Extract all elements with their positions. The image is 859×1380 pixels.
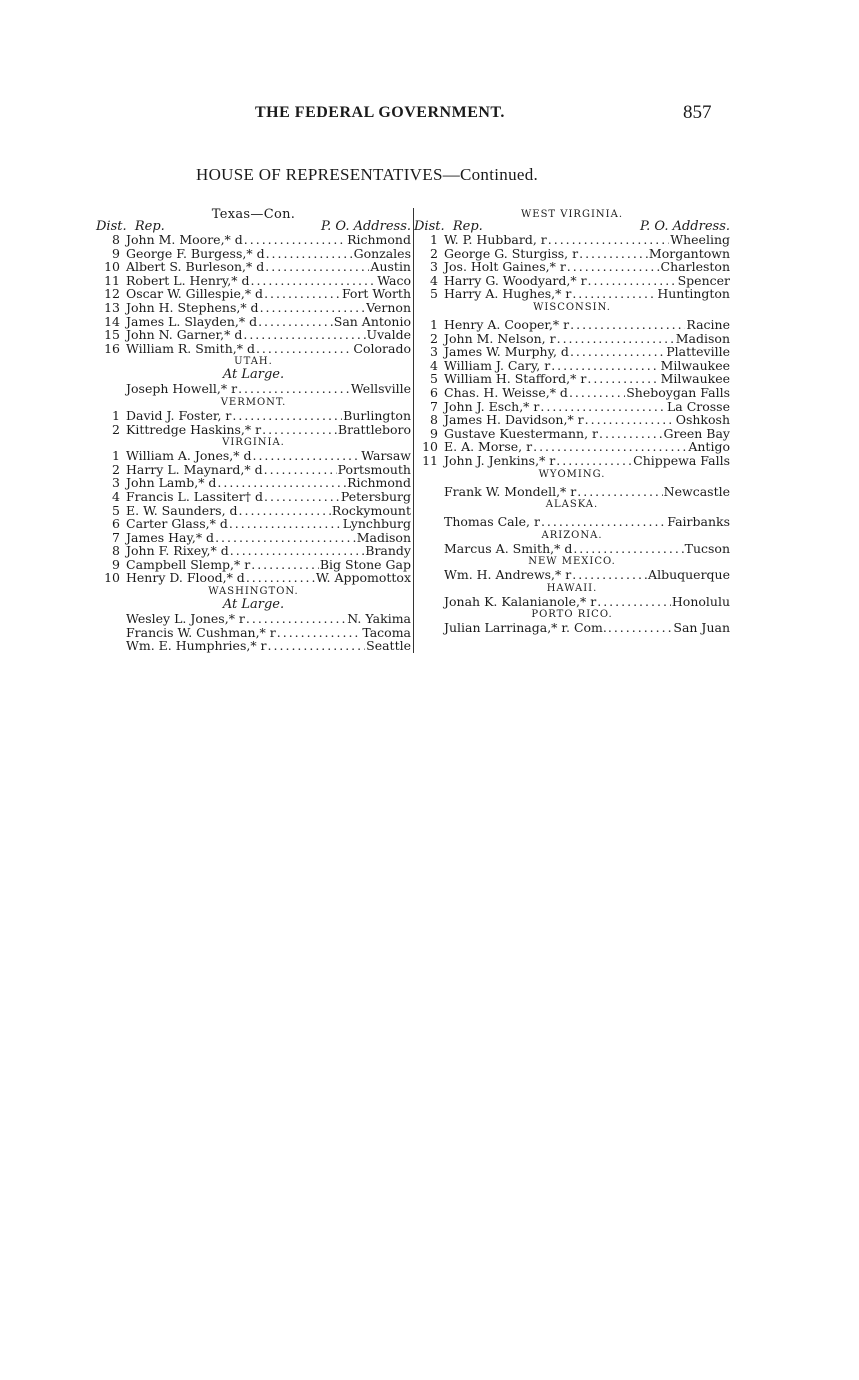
representative-row — [414, 318, 730, 332]
dot-leader — [246, 571, 315, 585]
district-number: 3 — [112, 475, 120, 491]
district-number: 2 — [430, 330, 438, 346]
representative-row — [96, 409, 411, 423]
post-office-address: Sheboygan Falls — [626, 384, 730, 400]
representative-row — [96, 571, 411, 585]
post-office-address: Wheeling — [670, 232, 730, 247]
representative-row — [414, 568, 730, 582]
representative-row — [414, 345, 730, 359]
post-office-address: Warsaw — [361, 448, 411, 464]
list-alaska — [414, 515, 730, 529]
dot-leader — [277, 626, 362, 640]
district-number: 16 — [104, 340, 120, 356]
dot-leader — [215, 531, 356, 545]
district-number: 10 — [104, 259, 120, 275]
district-number: 6 — [112, 516, 120, 532]
dot-leader — [548, 233, 670, 247]
representative-row — [414, 386, 730, 400]
list-texas — [96, 233, 411, 355]
post-office-address: W. Appomottox — [315, 570, 411, 586]
right-column — [414, 208, 730, 635]
representative-name: John M. Moore,* d — [126, 232, 243, 247]
district-number: 11 — [104, 272, 120, 288]
dot-leader — [572, 287, 656, 301]
list-arizona — [414, 542, 730, 556]
post-office-address: Gonzales — [353, 245, 411, 261]
district-number: 3 — [430, 344, 438, 360]
representative-row — [414, 400, 730, 414]
representative-name: William A. Jones,* d — [126, 448, 252, 464]
address-label: P. O. Address. — [321, 219, 411, 234]
list-porto-rico — [414, 621, 730, 635]
dot-leader — [577, 485, 662, 499]
dot-leader — [243, 328, 365, 342]
state-heading-utah: UTAH. — [234, 356, 273, 368]
dot-leader — [266, 247, 353, 261]
representative-row — [414, 621, 730, 635]
representative-name: E. A. Morse, r — [444, 439, 533, 455]
dot-leader — [244, 233, 346, 247]
dot-leader — [533, 440, 687, 454]
district-number: 6 — [430, 384, 438, 400]
dot-leader — [256, 342, 352, 356]
representative-row — [96, 531, 411, 545]
page-number: 857 — [683, 102, 712, 123]
post-office-address: Rockymount — [331, 502, 411, 518]
representative-name: Thomas Cale, r — [444, 514, 540, 530]
representative-name: Jonah K. Kalanianole,* r — [444, 593, 597, 609]
district-number: 15 — [104, 327, 120, 343]
representative-name: Oscar W. Gillespie,* d — [126, 286, 264, 302]
district-number: 1 — [112, 448, 120, 464]
representative-name: James Hay,* d — [126, 529, 215, 545]
district-number: 8 — [112, 543, 120, 559]
post-office-address: Richmond — [347, 232, 411, 247]
representative-name: Wm. H. Andrews,* r — [444, 567, 572, 583]
district-number: 4 — [430, 272, 438, 288]
post-office-address: Seattle — [366, 638, 411, 654]
representative-row — [414, 440, 730, 454]
representative-name: David J. Foster, r — [126, 407, 232, 423]
dot-leader — [264, 490, 340, 504]
representative-row — [414, 247, 730, 261]
representative-row — [414, 485, 730, 499]
list-virginia — [96, 449, 411, 585]
post-office-address: Vernon — [366, 299, 411, 315]
representative-row — [96, 449, 411, 463]
district-number: 11 — [422, 452, 438, 468]
post-office-address: Lynchburg — [342, 516, 411, 532]
dot-leader — [265, 260, 369, 274]
post-office-address: Antigo — [688, 439, 730, 455]
list-hawaii — [414, 595, 730, 609]
dist-label: Dist. — [414, 219, 445, 234]
representative-name: Harry A. Hughes,* r — [444, 286, 572, 302]
post-office-address: Uvalde — [366, 327, 411, 343]
dot-leader — [569, 386, 625, 400]
post-office-address: Waco — [377, 272, 411, 288]
post-office-address: Racine — [686, 316, 730, 332]
representative-name: Robert L. Henry,* d — [126, 272, 250, 288]
representative-name: Frank W. Mondell,* r — [444, 483, 577, 499]
post-office-address: Chippewa Falls — [633, 452, 730, 468]
district-number: 9 — [112, 556, 120, 572]
district-number: 2 — [112, 421, 120, 437]
list-wisconsin — [414, 318, 730, 468]
representative-name: Wesley L. Jones,* r — [126, 611, 245, 627]
district-number: 4 — [430, 357, 438, 373]
list-west-virginia — [414, 233, 730, 301]
representative-row — [96, 423, 411, 437]
post-office-address: Burlington — [343, 407, 411, 423]
representative-row — [96, 287, 411, 301]
representative-row — [96, 247, 411, 261]
list-vermont — [96, 409, 411, 436]
list-wyoming — [414, 485, 730, 499]
dot-leader — [573, 542, 683, 556]
post-office-address: Milwaukee — [660, 357, 730, 373]
post-office-address: Brattleboro — [337, 421, 411, 437]
state-heading-alaska: ALASKA. — [545, 499, 599, 511]
representative-row — [414, 427, 730, 441]
representative-row — [96, 517, 411, 531]
representative-row — [414, 359, 730, 373]
representative-row — [96, 612, 411, 626]
district-number: 2 — [112, 461, 120, 477]
representative-name: John N. Garner,* d — [126, 327, 243, 343]
state-heading-wyoming: WYOMING. — [538, 468, 606, 480]
representative-name: William R. Smith,* d — [126, 340, 255, 356]
post-office-address: Fort Worth — [341, 286, 411, 302]
dot-leader — [588, 274, 677, 288]
dot-leader — [252, 449, 360, 463]
representative-row — [96, 476, 411, 490]
district-number: 1 — [112, 407, 120, 423]
district-number: 10 — [104, 570, 120, 586]
district-number: 1 — [430, 232, 438, 247]
representative-name: James H. Davidson,* r — [444, 412, 584, 428]
representative-row — [96, 301, 411, 315]
representative-name: James L. Slayden,* d — [126, 313, 258, 329]
post-office-address: Morgantown — [648, 245, 730, 261]
post-office-address: Madison — [675, 330, 730, 346]
representative-name: W. P. Hubbard, r — [444, 232, 547, 247]
district-number: 7 — [430, 398, 438, 414]
dot-leader — [557, 332, 675, 346]
state-heading-wisconsin: WISCONSIN. — [533, 301, 611, 313]
representative-name: John F. Rixey,* d — [126, 543, 229, 559]
post-office-address: N. Yakima — [347, 611, 411, 627]
representative-row — [414, 287, 730, 301]
post-office-address: La Crosse — [666, 398, 730, 414]
representative-name: Wm. E. Humphries,* r — [126, 638, 267, 654]
district-number: 1 — [430, 316, 438, 332]
dot-leader — [229, 517, 342, 531]
district-number: 7 — [112, 529, 120, 545]
dot-leader — [570, 345, 665, 359]
rep-label: Rep. — [452, 219, 483, 234]
representative-row — [414, 372, 730, 386]
district-number: 2 — [430, 245, 438, 261]
representative-name: John J. Jenkins,* r — [444, 452, 556, 468]
running-head — [0, 104, 859, 128]
representative-name: Joseph Howell,* r — [126, 381, 238, 397]
post-office-address: San Antonio — [333, 313, 411, 329]
district-number: 4 — [112, 488, 120, 504]
post-office-address: Spencer — [677, 272, 730, 288]
post-office-address: Petersburg — [340, 488, 411, 504]
list-washington — [96, 612, 411, 653]
state-heading-washington: WASHINGTON. — [208, 586, 299, 598]
representative-row — [414, 233, 730, 247]
representative-name: John Lamb,* d — [126, 475, 217, 491]
dot-leader — [262, 423, 337, 437]
representative-name: Chas. H. Weisse,* d — [444, 384, 568, 400]
district-number: 5 — [430, 286, 438, 302]
dot-leader — [238, 382, 350, 396]
at-large-label-washington: At Large. — [222, 597, 285, 613]
district-number: 9 — [112, 245, 120, 261]
post-office-address: Huntington — [657, 286, 730, 302]
district-number: 9 — [430, 425, 438, 441]
post-office-address: Portsmouth — [337, 461, 411, 477]
district-number: 10 — [422, 439, 438, 455]
representative-row — [96, 544, 411, 558]
district-number: 8 — [430, 412, 438, 428]
representative-row — [414, 454, 730, 468]
dot-leader — [258, 315, 333, 329]
representative-row — [96, 233, 411, 247]
representative-name: Francis W. Cushman,* r — [126, 624, 276, 640]
dot-leader — [608, 621, 673, 635]
representative-row — [96, 639, 411, 653]
dot-leader — [264, 463, 337, 477]
left-column — [96, 208, 414, 653]
dot-leader — [232, 409, 342, 423]
representative-name: Jos. Holt Gaines,* r — [444, 259, 566, 275]
representative-row — [414, 542, 730, 556]
representative-row — [96, 558, 411, 572]
district-number: 5 — [112, 502, 120, 518]
representative-row — [96, 382, 411, 396]
representative-row — [96, 504, 411, 518]
representative-name: Gustave Kuestermann, r — [444, 425, 599, 441]
post-office-address: Colorado — [353, 340, 411, 356]
state-heading-vermont: VERMONT. — [220, 396, 287, 408]
representative-row — [96, 260, 411, 274]
representative-row — [96, 626, 411, 640]
representative-name: George G. Sturgiss, r — [444, 245, 579, 261]
representative-name: Francis L. Lassiter† d — [126, 488, 263, 504]
representative-name: Carter Glass,* d — [126, 516, 228, 532]
representative-row — [96, 490, 411, 504]
representative-row — [414, 413, 730, 427]
post-office-address: Green Bay — [663, 425, 730, 441]
representative-name: John H. Stephens,* d — [126, 299, 259, 315]
dot-leader — [572, 568, 647, 582]
representative-name: Marcus A. Smith,* d — [444, 540, 573, 556]
address-label: P. O. Address. — [640, 219, 730, 234]
state-heading-virginia: VIRGINIA. — [222, 437, 285, 449]
dot-leader — [250, 274, 376, 288]
representative-name: Harry L. Maynard,* d — [126, 461, 263, 477]
dot-leader — [540, 400, 666, 414]
representative-row — [414, 332, 730, 346]
post-office-address: Richmond — [347, 475, 411, 491]
list-new-mexico — [414, 568, 730, 582]
district-number: 3 — [430, 259, 438, 275]
district-number: 13 — [104, 299, 120, 315]
dot-leader — [570, 318, 685, 332]
post-office-address: Oshkosh — [675, 412, 730, 428]
representative-name: William J. Cary, r — [444, 357, 551, 373]
post-office-address: Fairbanks — [667, 514, 730, 530]
representative-row — [414, 260, 730, 274]
dot-leader — [579, 247, 648, 261]
representative-name: Julian Larrinaga,* r. Com. — [444, 620, 607, 636]
representative-name: E. W. Saunders, d — [126, 502, 238, 518]
district-number: 5 — [430, 371, 438, 387]
representative-name: Kittredge Haskins,* r — [126, 421, 262, 437]
rep-label: Rep. — [134, 219, 165, 234]
representative-name: John M. Nelson, r — [444, 330, 556, 346]
post-office-address: Albuquerque — [648, 567, 730, 583]
dot-leader — [551, 359, 659, 373]
representative-row — [96, 463, 411, 477]
dot-leader — [556, 454, 632, 468]
representative-row — [96, 328, 411, 342]
representative-name: Henry D. Flood,* d — [126, 570, 245, 586]
section-title: HOUSE OF REPRESENTATIVES—Continued. — [196, 165, 539, 184]
post-office-address: Tucson — [684, 540, 730, 556]
district-number: 8 — [112, 232, 120, 247]
district-number: 12 — [104, 286, 120, 302]
dist-label: Dist. — [96, 219, 127, 234]
representative-name: James W. Murphy, d — [444, 344, 569, 360]
dot-leader — [541, 515, 666, 529]
dot-leader — [567, 260, 660, 274]
representative-name: John J. Esch,* r — [444, 398, 540, 414]
representative-name: Albert S. Burleson,* d — [126, 259, 265, 275]
dot-leader — [260, 301, 366, 315]
dot-leader — [585, 413, 675, 427]
state-heading-west-virginia: WEST VIRGINIA. — [520, 209, 624, 220]
state-heading-new-mexico: NEW MEXICO. — [528, 556, 616, 568]
representative-row — [96, 274, 411, 288]
dot-leader — [597, 595, 671, 609]
dot-leader — [217, 476, 346, 490]
running-title: THE FEDERAL GOVERNMENT. — [255, 104, 505, 121]
representative-row — [414, 595, 730, 609]
post-office-address: Big Stone Gap — [319, 556, 411, 572]
representative-name: Harry G. Woodyard,* r — [444, 272, 587, 288]
representative-name: George F. Burgess,* d — [126, 245, 265, 261]
representative-name: Henry A. Cooper,* r — [444, 316, 570, 332]
post-office-address: Newcastle — [663, 483, 730, 499]
post-office-address: Wellsville — [350, 381, 411, 397]
dot-leader — [251, 558, 319, 572]
dot-leader — [230, 544, 365, 558]
state-heading-texas: Texas—Con. — [211, 207, 296, 222]
representative-row — [96, 315, 411, 329]
post-office-address: Tacoma — [362, 624, 411, 640]
post-office-address: Madison — [356, 529, 411, 545]
list-utah — [96, 382, 411, 396]
state-heading-arizona: ARIZONA. — [541, 529, 603, 541]
representative-row — [96, 342, 411, 356]
dot-leader — [246, 612, 346, 626]
post-office-address: Brandy — [365, 543, 411, 559]
post-office-address: Charleston — [660, 259, 730, 275]
at-large-label-utah: At Large. — [222, 367, 285, 383]
dot-leader — [264, 287, 341, 301]
post-office-address: Honolulu — [671, 593, 730, 609]
representative-name: Campbell Slemp,* r — [126, 556, 251, 572]
post-office-address: San Juan — [673, 620, 730, 636]
dot-leader — [599, 427, 663, 441]
post-office-address: Platteville — [666, 344, 730, 360]
representative-row — [414, 274, 730, 288]
state-heading-hawaii: HAWAII. — [546, 582, 598, 594]
post-office-address: Austin — [370, 259, 411, 275]
dot-leader — [239, 504, 331, 518]
representative-row — [414, 515, 730, 529]
state-heading-porto-rico: PORTO RICO. — [531, 609, 613, 621]
district-number: 14 — [104, 313, 120, 329]
post-office-address: Milwaukee — [660, 371, 730, 387]
dot-leader — [268, 639, 366, 653]
representative-name: William H. Stafford,* r — [444, 371, 587, 387]
dot-leader — [587, 372, 659, 386]
